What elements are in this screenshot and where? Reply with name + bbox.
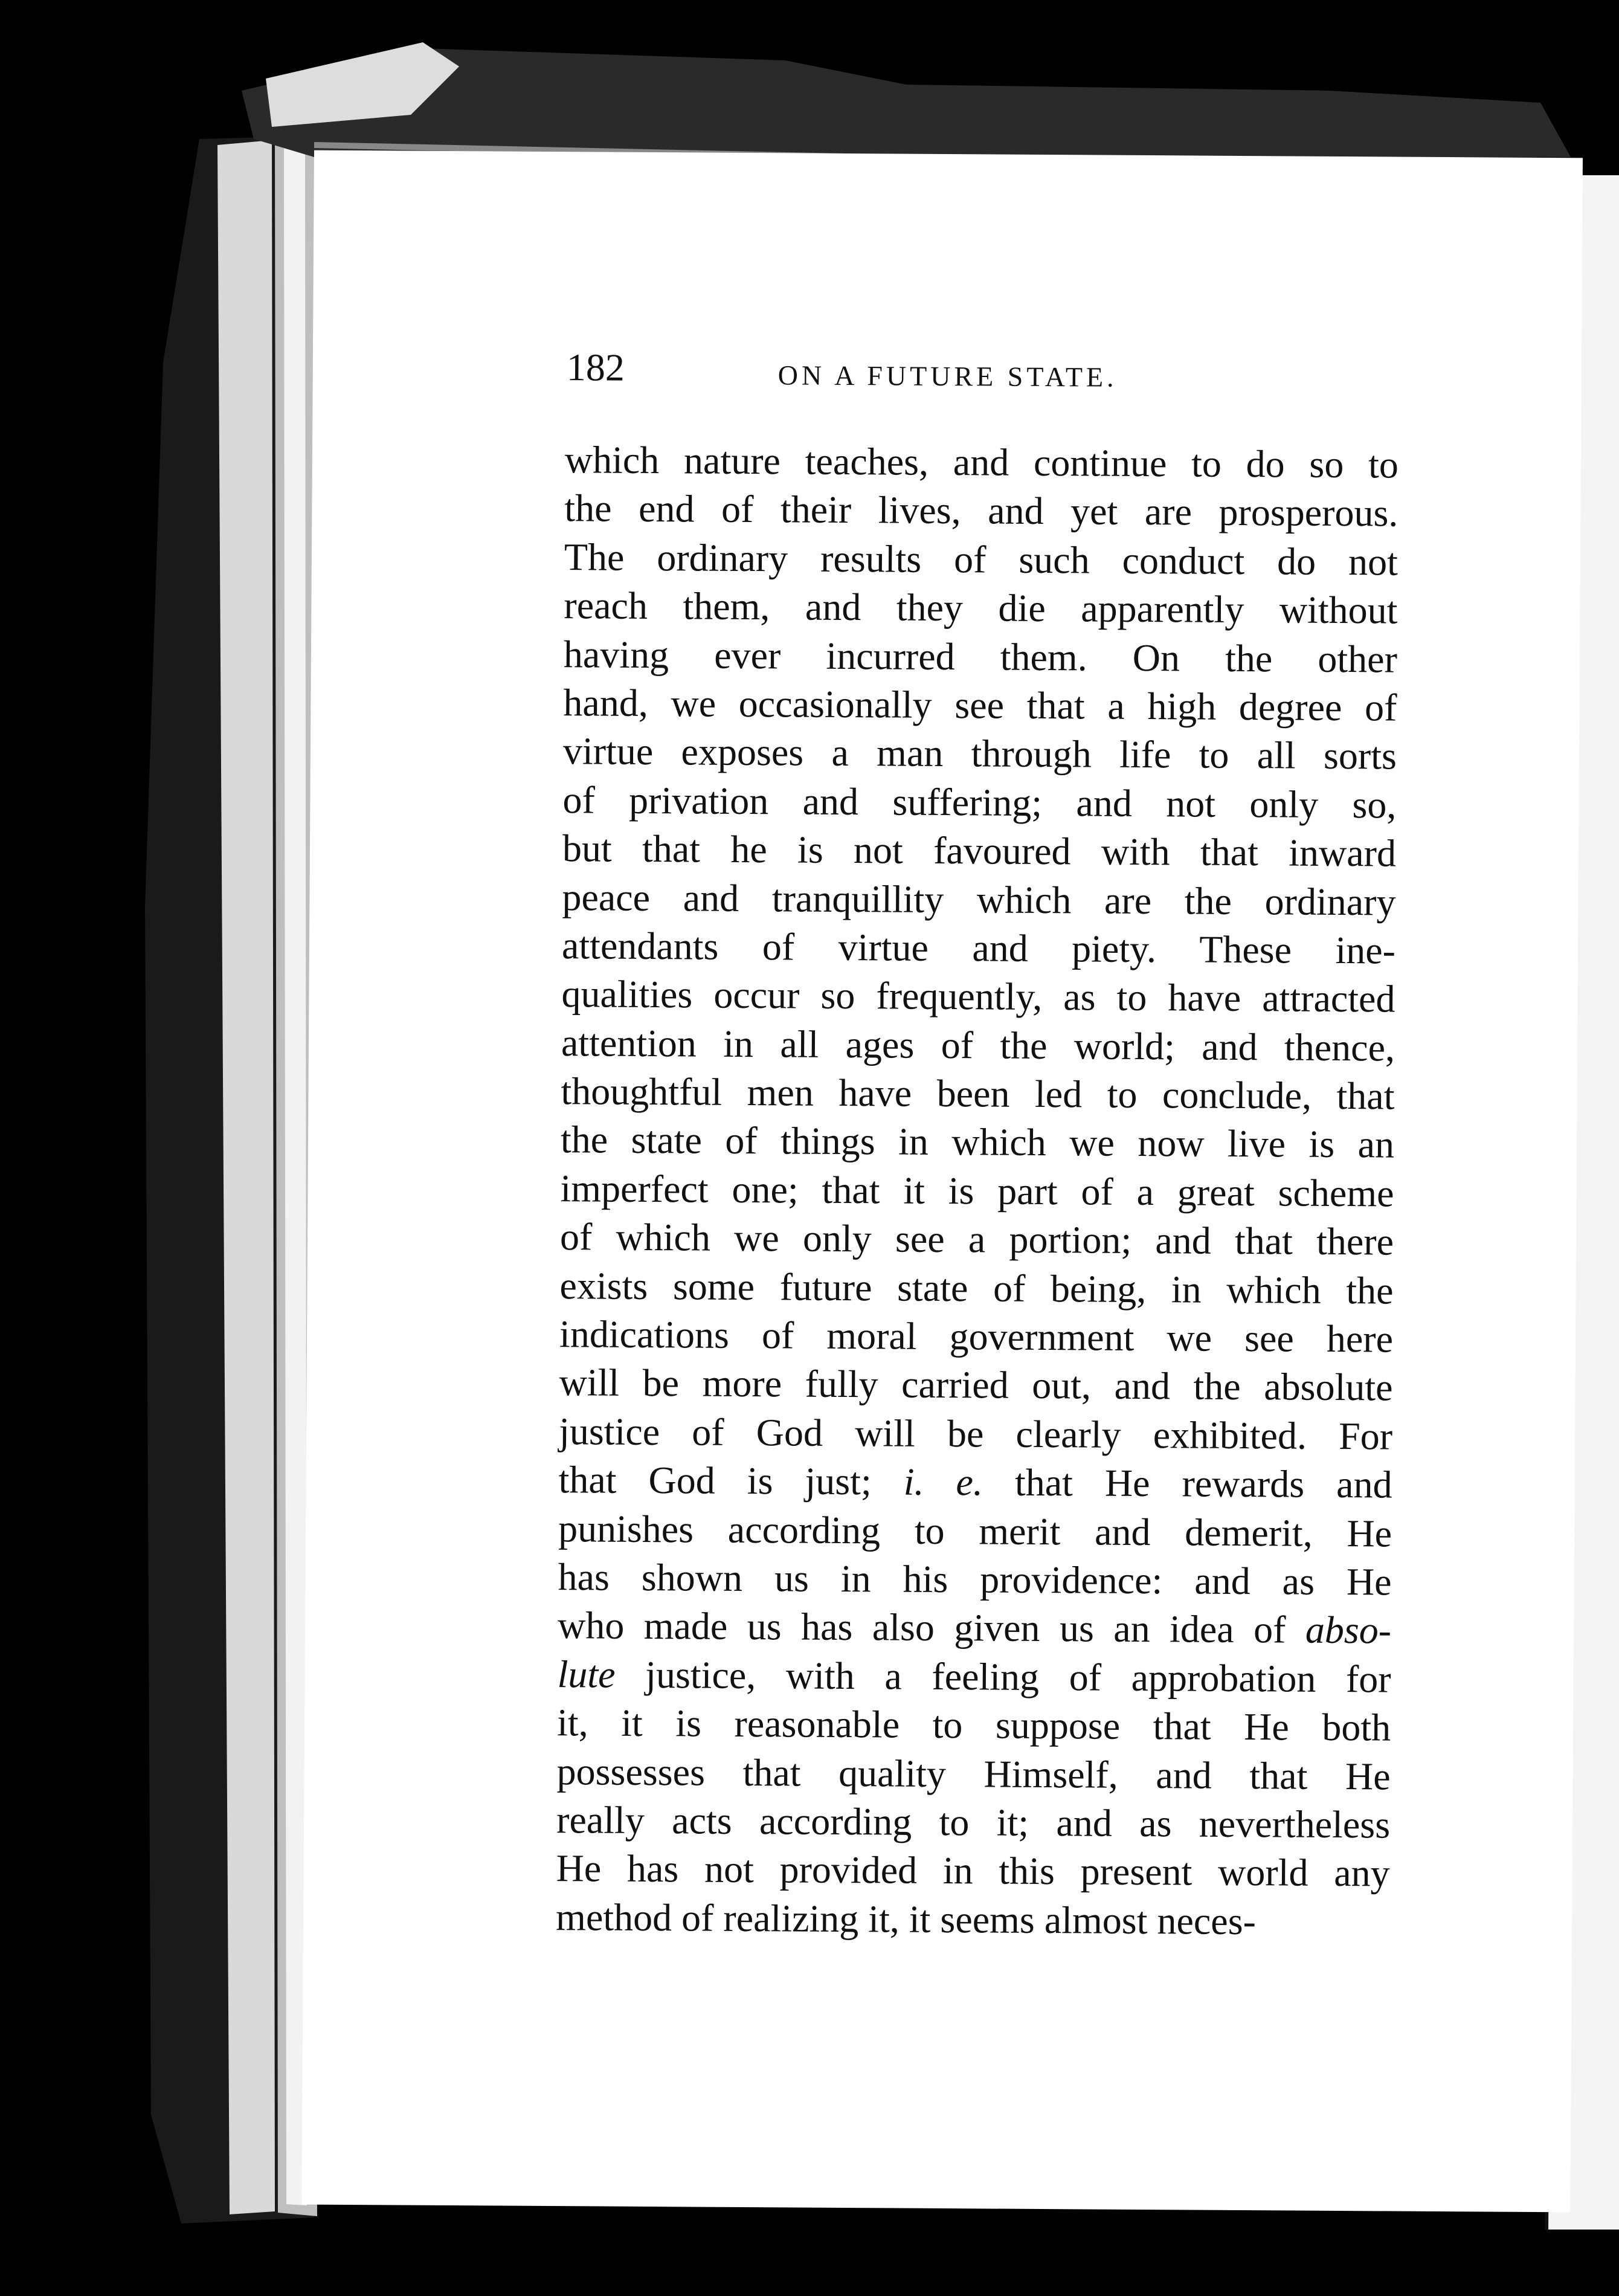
text-line: attendants of virtue and piety. These ine- (561, 924, 1396, 972)
text-line: attention in all ages of the world; and thence, (561, 1021, 1395, 1069)
text-line: but that he is not favoured with that inward (562, 827, 1397, 875)
running-title: ON A FUTURE STATE. (777, 360, 1118, 393)
text-line: thoughtful men have been led to conclude, that (561, 1069, 1395, 1118)
text-line: of privation and suffering; and not only so, (562, 778, 1397, 827)
text-line: it, it is reasonable to suppose that He both (556, 1701, 1391, 1749)
text-line: really acts according to it; and as nevertheless (556, 1798, 1391, 1846)
text-line: lute justice, with a feeling of approbation for (557, 1652, 1391, 1701)
running-head (566, 348, 1533, 427)
text-line: qualities occur so frequently, as to have attracted (561, 972, 1395, 1021)
text-line: that God is just; i. e. that He rewards and (558, 1458, 1392, 1506)
text-line: imperfect one; that it is part of a great scheme (560, 1166, 1394, 1215)
text-line: reach them, and they die apparently without (564, 584, 1398, 632)
book-page (301, 150, 1583, 2213)
text-line: has shown us in his providence: and as He (558, 1555, 1392, 1604)
text-line: The ordinary results of such conduct do not (564, 535, 1399, 584)
text-line: will be more fully carried out, and the absolute (559, 1361, 1393, 1409)
page-number: 182 (566, 346, 625, 389)
text-line: the state of things in which we now live is an (560, 1118, 1395, 1167)
text-line: punishes according to merit and demerit, He (558, 1506, 1392, 1555)
text-line: possesses that quality Himself, and that He (556, 1749, 1391, 1798)
text-line: having ever incurred them. On the other (563, 632, 1398, 681)
text-line: justice of God will be clearly exhibited. For (558, 1409, 1393, 1458)
body-text (556, 436, 1399, 1946)
text-line: exists some future state of being, in which the (559, 1263, 1394, 1312)
text-line: who made us has also given us an idea of abso- (557, 1604, 1392, 1652)
text-line: He has not provided in this present world any (556, 1846, 1390, 1895)
text-line: the end of their lives, and yet are prosperous. (564, 486, 1399, 535)
text-line: method of realizing it, it seems almost neces- (555, 1895, 1257, 1943)
text-line: of which we only see a portion; and that there (559, 1215, 1394, 1263)
text-line: hand, we occasionally see that a high degree of (563, 681, 1397, 729)
text-line: virtue exposes a man through life to all sorts (562, 729, 1397, 778)
text-line: which nature teaches, and continue to do so to (564, 438, 1399, 486)
text-line: indications of moral government we see here (559, 1312, 1394, 1361)
text-line: peace and tranquillity which are the ordinary (562, 875, 1396, 924)
